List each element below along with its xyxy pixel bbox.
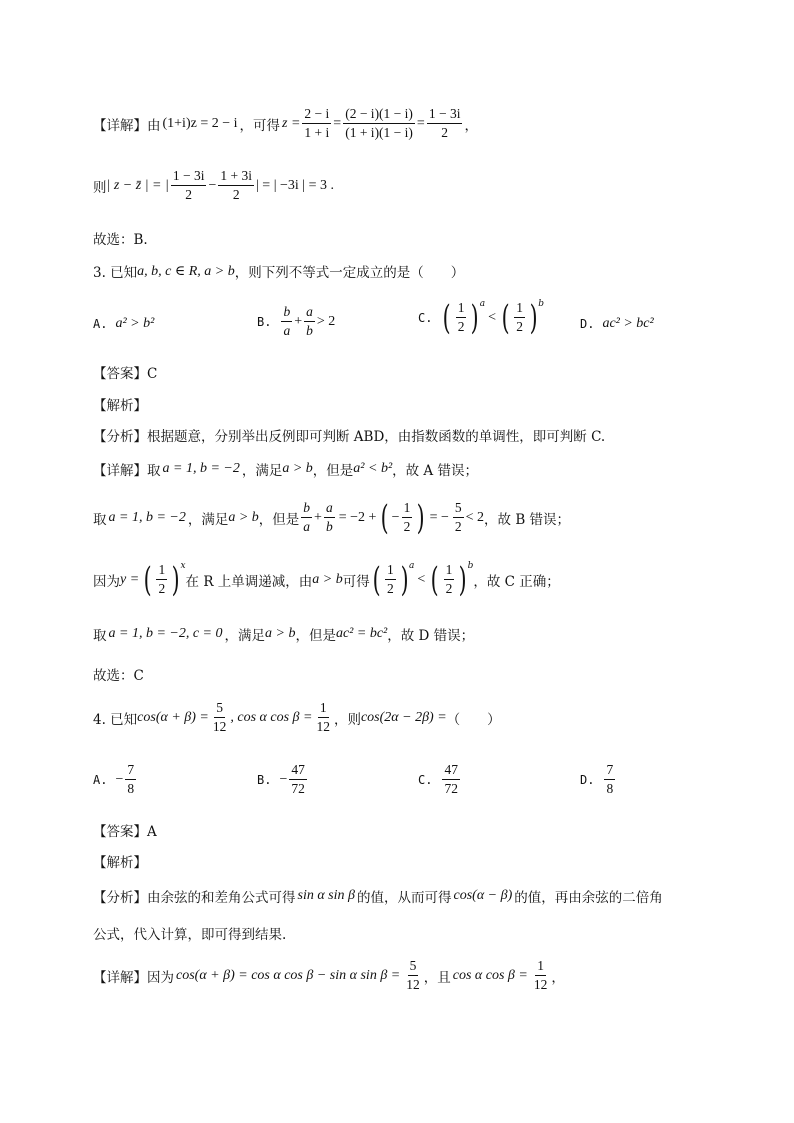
- math-text: ，但是: [295, 628, 336, 644]
- fraction: [304, 304, 315, 339]
- math-text: (: [501, 297, 510, 338]
- detail-3-line-2: [93, 497, 571, 538]
- math-text: < 2: [465, 509, 485, 525]
- math-text: 的值，再由余弦的二倍角: [514, 890, 663, 906]
- math-text: 72: [291, 781, 305, 797]
- fraction: [453, 500, 464, 535]
- math-text: sin α sin β: [297, 888, 355, 903]
- q3-option-b: [257, 304, 335, 339]
- math-text: a: [479, 298, 486, 309]
- math-text: 【分析】由余弦的和差角公式可得: [93, 890, 296, 906]
- math-text: x: [180, 560, 186, 571]
- math-text: b: [301, 500, 312, 518]
- math-text: y =: [120, 571, 140, 587]
- q4-option-b: [257, 762, 309, 797]
- fraction: [125, 762, 136, 797]
- math-text: 【详解】: [93, 969, 147, 986]
- math-text: B.: [257, 314, 272, 329]
- math-text: 1 + 3i: [218, 168, 254, 186]
- analysis-summary-4-cont: [93, 923, 286, 943]
- math-text: (2 − i)(1 − i): [343, 106, 415, 124]
- math-text: b: [281, 304, 292, 322]
- math-text: (: [430, 559, 439, 600]
- q4-option-a: [93, 762, 138, 797]
- fraction: [402, 500, 413, 535]
- math-text: （ ）: [446, 711, 501, 728]
- math-text: 1: [535, 958, 546, 976]
- math-text: 2: [403, 519, 411, 535]
- math-text: | = | −3i | = 3 .: [256, 177, 334, 193]
- math-text: 2: [185, 187, 193, 203]
- fraction: [218, 168, 254, 203]
- math-text: cos(α + β) =: [137, 709, 209, 725]
- q3-option-d: [580, 316, 654, 332]
- math-text: (: [381, 497, 390, 538]
- q3-option-c: [418, 297, 545, 338]
- math-text: z =: [282, 115, 301, 131]
- math-text: −: [279, 771, 288, 787]
- math-text: =: [416, 115, 425, 131]
- detail-line-1: [93, 106, 478, 141]
- math-text: = −2 +: [338, 509, 377, 525]
- math-text: ，可得: [239, 117, 281, 134]
- math-text: a > b: [228, 509, 259, 525]
- math-text: 2 − i: [302, 106, 331, 124]
- math-text: cos(2α − 2β) =: [360, 709, 447, 725]
- math-text: 72: [444, 781, 458, 797]
- math-text: ，但是: [312, 463, 354, 479]
- math-text: a > b: [282, 461, 313, 476]
- math-text: 1 − 3i: [427, 106, 463, 124]
- math-text: ac² > bc²: [602, 316, 654, 331]
- math-text: 2: [387, 581, 394, 597]
- math-text: ，故 B 错误；: [484, 511, 571, 528]
- math-text: 可得: [342, 573, 370, 590]
- q3-option-a: [93, 316, 154, 332]
- math-text: B.: [257, 772, 272, 787]
- math-text: 1: [444, 562, 455, 580]
- math-text: A.: [93, 772, 108, 787]
- math-text: −: [208, 177, 217, 193]
- math-text: 【解析】: [93, 855, 147, 871]
- math-text: D.: [580, 317, 595, 331]
- math-text: 1: [402, 500, 413, 518]
- detail-3-line-3: [93, 559, 560, 600]
- math-text: a = 1, b = −2: [108, 509, 186, 525]
- answer-4: [93, 820, 157, 840]
- math-text: 47: [442, 762, 460, 780]
- math-text: −: [391, 509, 400, 525]
- answer-3: [93, 362, 157, 382]
- choose-line: [93, 228, 148, 248]
- math-text: 公式，代入计算，即可得到结果.: [93, 927, 287, 943]
- detail-3-line-4: [93, 624, 474, 644]
- math-text: C.: [418, 772, 433, 787]
- math-text: ，满足: [187, 511, 229, 528]
- fraction: [289, 762, 307, 797]
- fraction: [442, 762, 460, 797]
- fraction: [281, 304, 292, 339]
- fraction: [444, 562, 455, 597]
- math-text: 8: [127, 781, 135, 797]
- fraction: [343, 106, 415, 141]
- fraction: [427, 106, 463, 141]
- math-text: 【分析】根据题意，分别举出反例即可判断 ABD，由指数函数的单调性，即可判断 C.: [93, 429, 606, 445]
- fraction: [171, 168, 207, 203]
- math-text: a, b, c ∈ R, a > b: [137, 263, 235, 279]
- q4-option-c: [418, 762, 462, 797]
- math-text: ): [416, 497, 425, 538]
- math-text: ，且: [423, 969, 451, 986]
- math-text: 1: [456, 300, 467, 318]
- math-text: 2: [457, 319, 465, 335]
- math-text: 2: [454, 519, 462, 535]
- math-text: 1 − 3i: [171, 168, 207, 186]
- question-4: [93, 700, 501, 735]
- math-text: 【详解】: [93, 463, 147, 479]
- detail-line-2: [93, 168, 334, 203]
- math-text: ): [529, 297, 538, 338]
- math-text: 的值，从而可得: [357, 890, 452, 906]
- math-text: 2: [445, 581, 453, 597]
- math-text: a: [303, 519, 311, 535]
- math-text: 12: [316, 719, 330, 735]
- fraction: [456, 300, 467, 335]
- math-text: = −: [429, 509, 449, 525]
- math-text: 4. 已知: [93, 711, 138, 728]
- math-text: 7: [604, 762, 615, 780]
- math-text: a > b: [312, 571, 343, 587]
- fraction: [324, 500, 335, 535]
- math-text: 因为: [93, 573, 120, 590]
- fraction: [156, 562, 167, 597]
- math-text: 47: [289, 762, 307, 780]
- detail-tag: 【详解】: [93, 117, 147, 134]
- fraction: [302, 106, 331, 141]
- math-text: (1 + i)(1 − i): [345, 125, 413, 141]
- math-text: | z − z̄ | = |: [106, 177, 169, 193]
- math-text: ，则下列不等式一定成立的是（ ）: [234, 265, 465, 281]
- math-text: ，满足: [241, 463, 283, 479]
- math-text: ，满足: [224, 628, 266, 644]
- math-text: =: [333, 115, 342, 131]
- math-text: 【解析】: [93, 398, 147, 414]
- analysis-4: [93, 851, 147, 871]
- math-text: 12: [533, 977, 548, 993]
- math-text: (: [443, 297, 452, 338]
- math-text: 12: [406, 977, 420, 993]
- math-text: a: [409, 560, 415, 571]
- math-text: +: [314, 509, 322, 525]
- question-3: [93, 261, 464, 281]
- math-text: 8: [606, 781, 614, 797]
- math-text: D.: [580, 772, 595, 787]
- choose-line-3: [93, 664, 144, 684]
- fraction: [404, 958, 422, 993]
- math-text: b: [306, 323, 313, 339]
- math-text: 5: [214, 700, 225, 718]
- math-text: a = 1, b = −2, c = 0: [108, 626, 223, 641]
- math-text: a = 1, b = −2: [162, 461, 240, 476]
- math-text: <: [488, 309, 497, 325]
- q4-option-d: [580, 762, 617, 797]
- math-text: 5: [453, 500, 464, 518]
- math-text: a: [283, 323, 291, 339]
- math-text: 2: [232, 187, 240, 203]
- math-text: +: [294, 313, 303, 329]
- math-text: ): [471, 297, 480, 338]
- math-text: 1: [385, 562, 396, 580]
- math-text: ，: [464, 117, 478, 134]
- math-text: ，: [551, 969, 565, 986]
- math-text: 取: [93, 628, 107, 644]
- math-text: 故选：C: [93, 668, 144, 684]
- math-text: 2: [158, 581, 166, 597]
- math-text: −: [115, 771, 124, 787]
- fraction: [385, 562, 396, 597]
- math-text: ): [458, 559, 467, 600]
- math-text: C.: [418, 310, 433, 325]
- math-text: 1: [156, 562, 167, 580]
- math-text: 【答案】C: [93, 366, 158, 382]
- math-text: ，但是: [258, 511, 300, 528]
- math-text: a: [324, 500, 335, 518]
- math-text: (: [143, 559, 152, 600]
- math-text: 在 R 上单调递减，由: [185, 573, 313, 590]
- math-text: 1: [318, 700, 329, 718]
- math-text: 2: [516, 319, 524, 335]
- math-text: 则: [93, 179, 107, 196]
- math-text: ): [171, 559, 180, 600]
- math-text: ac² = bc²: [335, 626, 388, 641]
- math-text: ，故 D 错误；: [387, 628, 475, 644]
- fraction: [314, 700, 332, 735]
- math-text: 取: [93, 511, 107, 528]
- fraction: [532, 958, 550, 993]
- math-text: (: [372, 559, 381, 600]
- math-text: 因为: [147, 969, 174, 986]
- equation-text: (1+i)z = 2 − i: [162, 115, 238, 131]
- detail-3-line-1: [93, 459, 478, 479]
- fraction: [604, 762, 615, 797]
- math-text: 1: [514, 300, 525, 318]
- math-text: 故选：B.: [93, 232, 148, 248]
- math-text: <: [417, 571, 426, 587]
- math-text: 12: [212, 719, 227, 735]
- analysis-summary-3: [93, 425, 605, 445]
- fraction: [514, 300, 525, 335]
- math-text: 取: [147, 463, 161, 479]
- math-text: 【答案】A: [93, 824, 157, 840]
- math-text: 由: [147, 117, 161, 134]
- math-text: ，故 A 错误；: [392, 463, 478, 479]
- math-text: a² > b²: [115, 316, 155, 331]
- math-text: b: [538, 298, 545, 309]
- math-text: 3. 已知: [93, 265, 138, 281]
- math-text: b: [467, 560, 474, 571]
- math-text: ): [400, 559, 409, 600]
- math-text: 1 + i: [304, 125, 330, 141]
- analysis-3: [93, 394, 147, 414]
- math-text: 7: [125, 762, 136, 780]
- math-text: , cos α cos β =: [230, 709, 313, 725]
- math-text: cos α cos β =: [452, 967, 528, 983]
- math-text: 5: [408, 958, 419, 976]
- math-text: cos(α + β) = cos α cos β − sin α sin β =: [176, 967, 401, 983]
- fraction: [211, 700, 229, 735]
- math-text: a > b: [265, 626, 296, 641]
- fraction: [301, 500, 312, 535]
- math-text: b: [325, 519, 333, 535]
- detail-4-line-1: [93, 958, 565, 993]
- math-text: a² < b²: [353, 461, 393, 476]
- math-text: a: [304, 304, 315, 322]
- math-text: cos(α − β): [453, 888, 513, 903]
- analysis-summary-4: [93, 886, 663, 906]
- math-text: ，则: [333, 711, 361, 728]
- math-text: 2: [441, 125, 449, 141]
- math-text: > 2: [316, 313, 336, 329]
- math-text: ，故 C 正确；: [473, 573, 560, 590]
- math-text: A.: [93, 317, 108, 331]
